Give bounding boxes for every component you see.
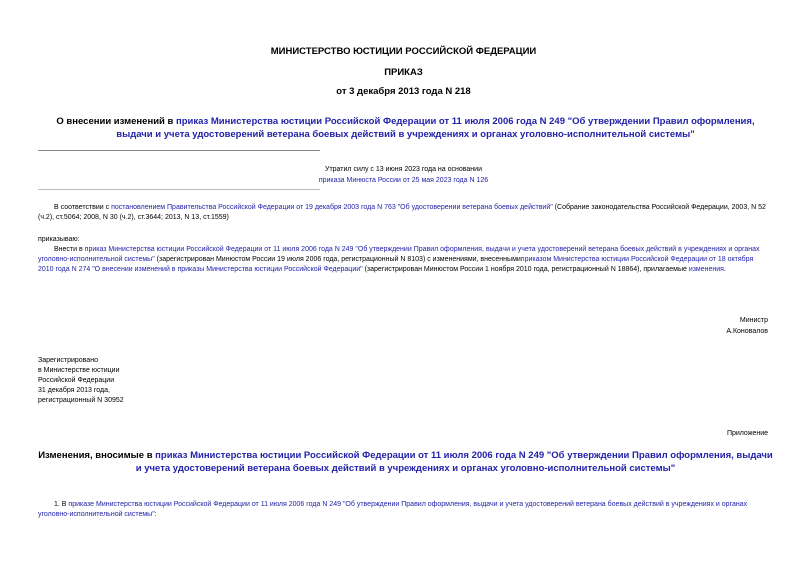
appendix-title-prefix: Изменения, вносимые в: [38, 450, 156, 461]
title-link[interactable]: приказ Министерства юстиции Российской Федерации от 11 июля 2006 года N 249 "Об утверждении Правил оформления, выдачи и учета удостоверений ветерана боевых действий в учреждениях и органах уголовно-исполнительной системы": [116, 116, 755, 140]
appendix-title: [38, 449, 773, 475]
divider-bottom: [38, 189, 320, 190]
order-word: приказываю:: [38, 236, 80, 243]
registration-line-5: регистрационный N 30952: [38, 397, 124, 404]
status-line: Утратил силу с 13 июня 2023 года на основании: [325, 166, 482, 173]
body-text-2: (зарегистрирован Минюстом России 19 июля 2006 года, регистрационный N 8103) с изменениями, внесенными: [154, 256, 521, 263]
body-link-3[interactable]: изменения: [688, 266, 724, 273]
preamble-link[interactable]: постановлением Правительства Российской Федерации от 19 декабря 2003 года N 763 "Об удостоверении ветерана боевых действий": [111, 204, 553, 211]
registration-line-1: Зарегистрировано: [38, 357, 98, 364]
divider-top: [38, 150, 320, 151]
ministry-heading: МИНИСТЕРСТВО ЮСТИЦИИ РОССИЙСКОЙ ФЕДЕРАЦИИ: [270, 46, 537, 57]
body-link-2[interactable]: приказом Министерства юстиции Российской Федерации от 18 октября 2010 года N 274 "О внесении изменений в приказы Министерства юстиции Российской Федерации": [38, 256, 754, 273]
body-text-4: .: [723, 266, 726, 273]
appendix-title-link[interactable]: приказ Министерства юстиции Российской Федерации от 11 июля 2006 года N 249 "Об утверждении Правил оформления, выдачи и учета удостоверений ветерана боевых действий в учреждениях и органах уголовно-исполнительной системы": [135, 450, 773, 474]
status-link[interactable]: приказа Минюста России от 25 мая 2023 года N 126: [318, 177, 489, 184]
registration-line-2: в Министерстве юстиции: [38, 367, 120, 374]
document-title: [38, 115, 773, 141]
preamble-text-1: В соответствии с: [54, 204, 112, 211]
item-1-link[interactable]: приказе Министерства юстиции Российской Федерации от 11 июля 2006 года N 249 "Об утверждении Правил оформления, выдачи и учета удостоверений ветерана боевых действий в учреждениях и органах уголовно-исполнительной системы": [38, 501, 748, 518]
preamble-paragraph: [38, 203, 768, 223]
date-number-heading: от 3 декабря 2013 года N 218: [336, 86, 471, 97]
signature-name: А.Коновалов: [726, 328, 768, 335]
body-text-3: (зарегистрирован Минюстом России 1 ноября 2010 года, регистрационный N 18864), прилагаемые: [362, 266, 689, 273]
appendix-label: Приложение: [726, 430, 768, 437]
item-1-text-2: :: [154, 511, 157, 518]
body-text-1: Внести в: [54, 246, 85, 253]
registration-line-3: Российской Федерации: [38, 377, 115, 384]
body-link-1[interactable]: приказ Министерства юстиции Российской Федерации от 11 июля 2006 года N 249 "Об утверждении Правил оформления, выдачи и учета удостоверений ветерана боевых действий в учреждениях и органах уголовно-исполнительной системы": [38, 246, 760, 263]
preamble-text-2: (Собрание законодательства Российской Федерации, 2003, N 52 (ч.2), ст.5064; 2008, N 30 (ч.2), ст.3644; 2013, N 13, ст.1559): [38, 204, 766, 221]
registration-line-4: 31 декабря 2013 года,: [38, 387, 110, 394]
item-1-paragraph: [38, 500, 768, 520]
registration-block: [38, 356, 238, 406]
item-1-text-1: 1. В: [54, 501, 69, 508]
doc-type-heading: ПРИКАЗ: [384, 67, 423, 78]
title-prefix: О внесении изменений в: [56, 116, 176, 127]
signature-position: Министр: [739, 317, 768, 324]
body-paragraph: [38, 245, 768, 275]
